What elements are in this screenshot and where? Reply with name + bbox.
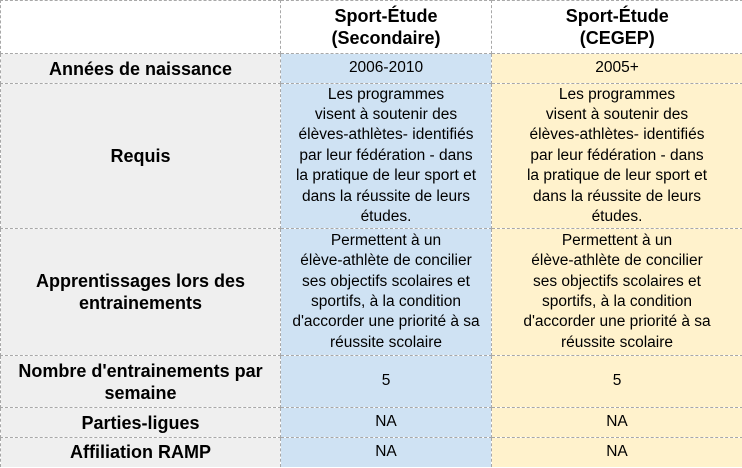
cell-line: Les programmes xyxy=(558,85,676,103)
cell-line: élève-athlète de concilier xyxy=(531,252,703,270)
corner-cell xyxy=(1,1,281,54)
cell-cegep: NA xyxy=(492,438,742,467)
cell-line: Les programmes xyxy=(327,85,445,103)
column-header-line2: (CEGEP) xyxy=(579,28,655,48)
table-row-parties xyxy=(1,408,742,438)
column-header-line1: Sport-Étude xyxy=(565,6,669,26)
cell-line: études. xyxy=(591,208,643,226)
cell-cegep: NA xyxy=(492,408,742,438)
cell-line: réussite scolaire xyxy=(561,333,673,351)
cell-line: réussite scolaire xyxy=(330,333,442,351)
row-label: Années de naissance xyxy=(1,54,281,84)
column-header-secondaire xyxy=(281,1,492,54)
column-header-line2: (Secondaire) xyxy=(331,28,441,48)
table-row-apprentissages xyxy=(1,229,742,356)
cell-cegep: 2005+ xyxy=(492,54,742,84)
cell-secondaire: NA xyxy=(281,408,492,438)
cell-line: ses objectifs scolaires et xyxy=(302,272,470,290)
cell-cegep: 5 xyxy=(492,356,742,408)
row-label: Requis xyxy=(1,84,281,229)
cell-line: d'accorder une priorité à sa xyxy=(292,313,480,331)
cell-line: sportifs, à la condition xyxy=(311,293,461,310)
cell-line: élèves-athlètes- identifiés xyxy=(529,126,705,144)
column-header-line1: Sport-Étude xyxy=(334,6,438,26)
cell-line: par leur fédération - dans xyxy=(299,146,473,164)
cell-line: élève-athlète de concilier xyxy=(300,252,472,270)
row-label-line: Apprentissages lors des xyxy=(35,271,246,291)
cell-line: visent à soutenir des xyxy=(314,105,458,123)
cell-line: élèves-athlètes- identifiés xyxy=(298,126,474,144)
cell-line: ses objectifs scolaires et xyxy=(533,272,701,290)
cell-secondaire: 5 xyxy=(281,356,492,408)
cell-line: Permettent à un xyxy=(330,231,442,249)
cell-secondaire xyxy=(281,84,492,229)
cell-line: la pratique de leur sport et xyxy=(295,167,477,185)
cell-line: Permettent à un xyxy=(561,231,673,249)
cell-line: d'accorder une priorité à sa xyxy=(523,313,711,331)
row-label xyxy=(1,229,281,356)
row-label-line: entrainements xyxy=(78,293,203,313)
table-row-requis xyxy=(1,84,742,229)
row-label: Parties-ligues xyxy=(1,408,281,438)
header-row xyxy=(1,1,742,54)
cell-cegep xyxy=(492,229,742,356)
cell-line: la pratique de leur sport et xyxy=(526,167,708,185)
table-row-affiliation xyxy=(1,438,742,467)
cell-secondaire xyxy=(281,229,492,356)
row-label-line: semaine xyxy=(104,382,177,403)
cell-line: visent à soutenir des xyxy=(545,105,689,123)
row-label: Affiliation RAMP xyxy=(1,438,281,467)
cell-secondaire: NA xyxy=(281,438,492,467)
cell-secondaire: 2006-2010 xyxy=(281,54,492,84)
cell-line: par leur fédération - dans xyxy=(530,146,704,164)
table-row-annees xyxy=(1,54,742,84)
cell-line: sportifs, à la condition xyxy=(542,293,692,310)
cell-line: dans la réussite de leurs xyxy=(301,187,470,205)
table-row-nombre xyxy=(1,356,742,408)
row-label-line: Nombre d'entrainements par xyxy=(18,360,263,381)
row-label xyxy=(1,356,281,408)
cell-line: études. xyxy=(360,208,412,226)
cell-cegep xyxy=(492,84,742,229)
cell-line: dans la réussite de leurs xyxy=(532,187,701,205)
column-header-cegep xyxy=(492,1,742,54)
